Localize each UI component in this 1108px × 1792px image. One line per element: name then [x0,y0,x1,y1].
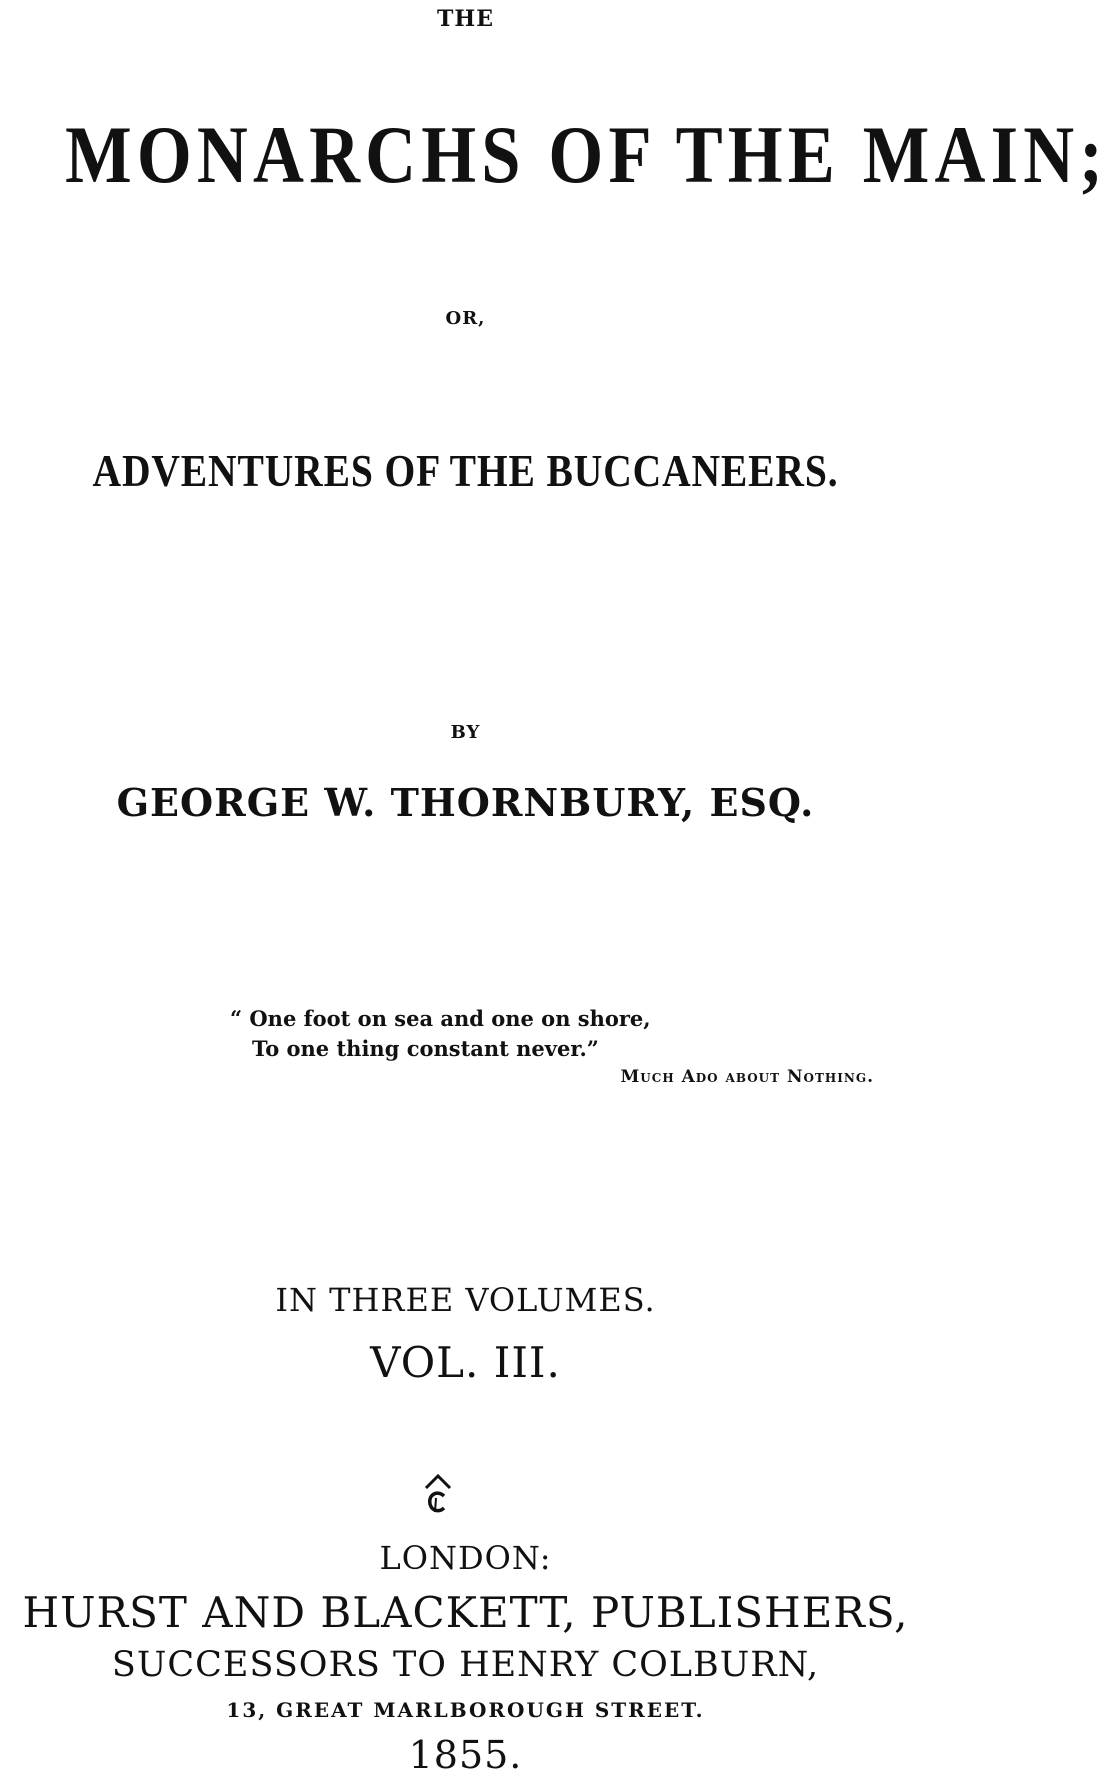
imprint-city: LONDON: [379,1539,552,1577]
imprint-address: 13, GREAT MARLBOROUGH STREET. [226,1698,705,1722]
book-title: MONARCHS OF THE MAIN; [65,109,1108,200]
imprint-successors: SUCCESSORS TO HENRY COLBURN, [111,1645,820,1685]
volume-number: VOL. III. [370,1338,561,1387]
byline-label: BY [450,722,481,743]
book-subtitle: ADVENTURES OF THE BUCCANEERS. [92,445,839,496]
epigraph-attribution: Much Ado about Nothing. [620,1066,874,1087]
epigraph-line-2: To one thing constant never.” [252,1036,599,1062]
title-article: THE [437,6,494,32]
volume-count: IN THREE VOLUMES. [275,1281,656,1319]
author-name: GEORGE W. THORNBURY, ESQ. [116,780,815,825]
epigraph-line-1: “ One foot on sea and one on shore, [230,1006,651,1031]
imprint-publisher: HURST AND BLACKETT, PUBLISHERS, [22,1588,909,1637]
imprint-year: 1855. [408,1733,523,1777]
title-conjunction: OR, [445,308,486,329]
publisher-device-icon [418,1468,458,1518]
epigraph [230,1004,880,1090]
